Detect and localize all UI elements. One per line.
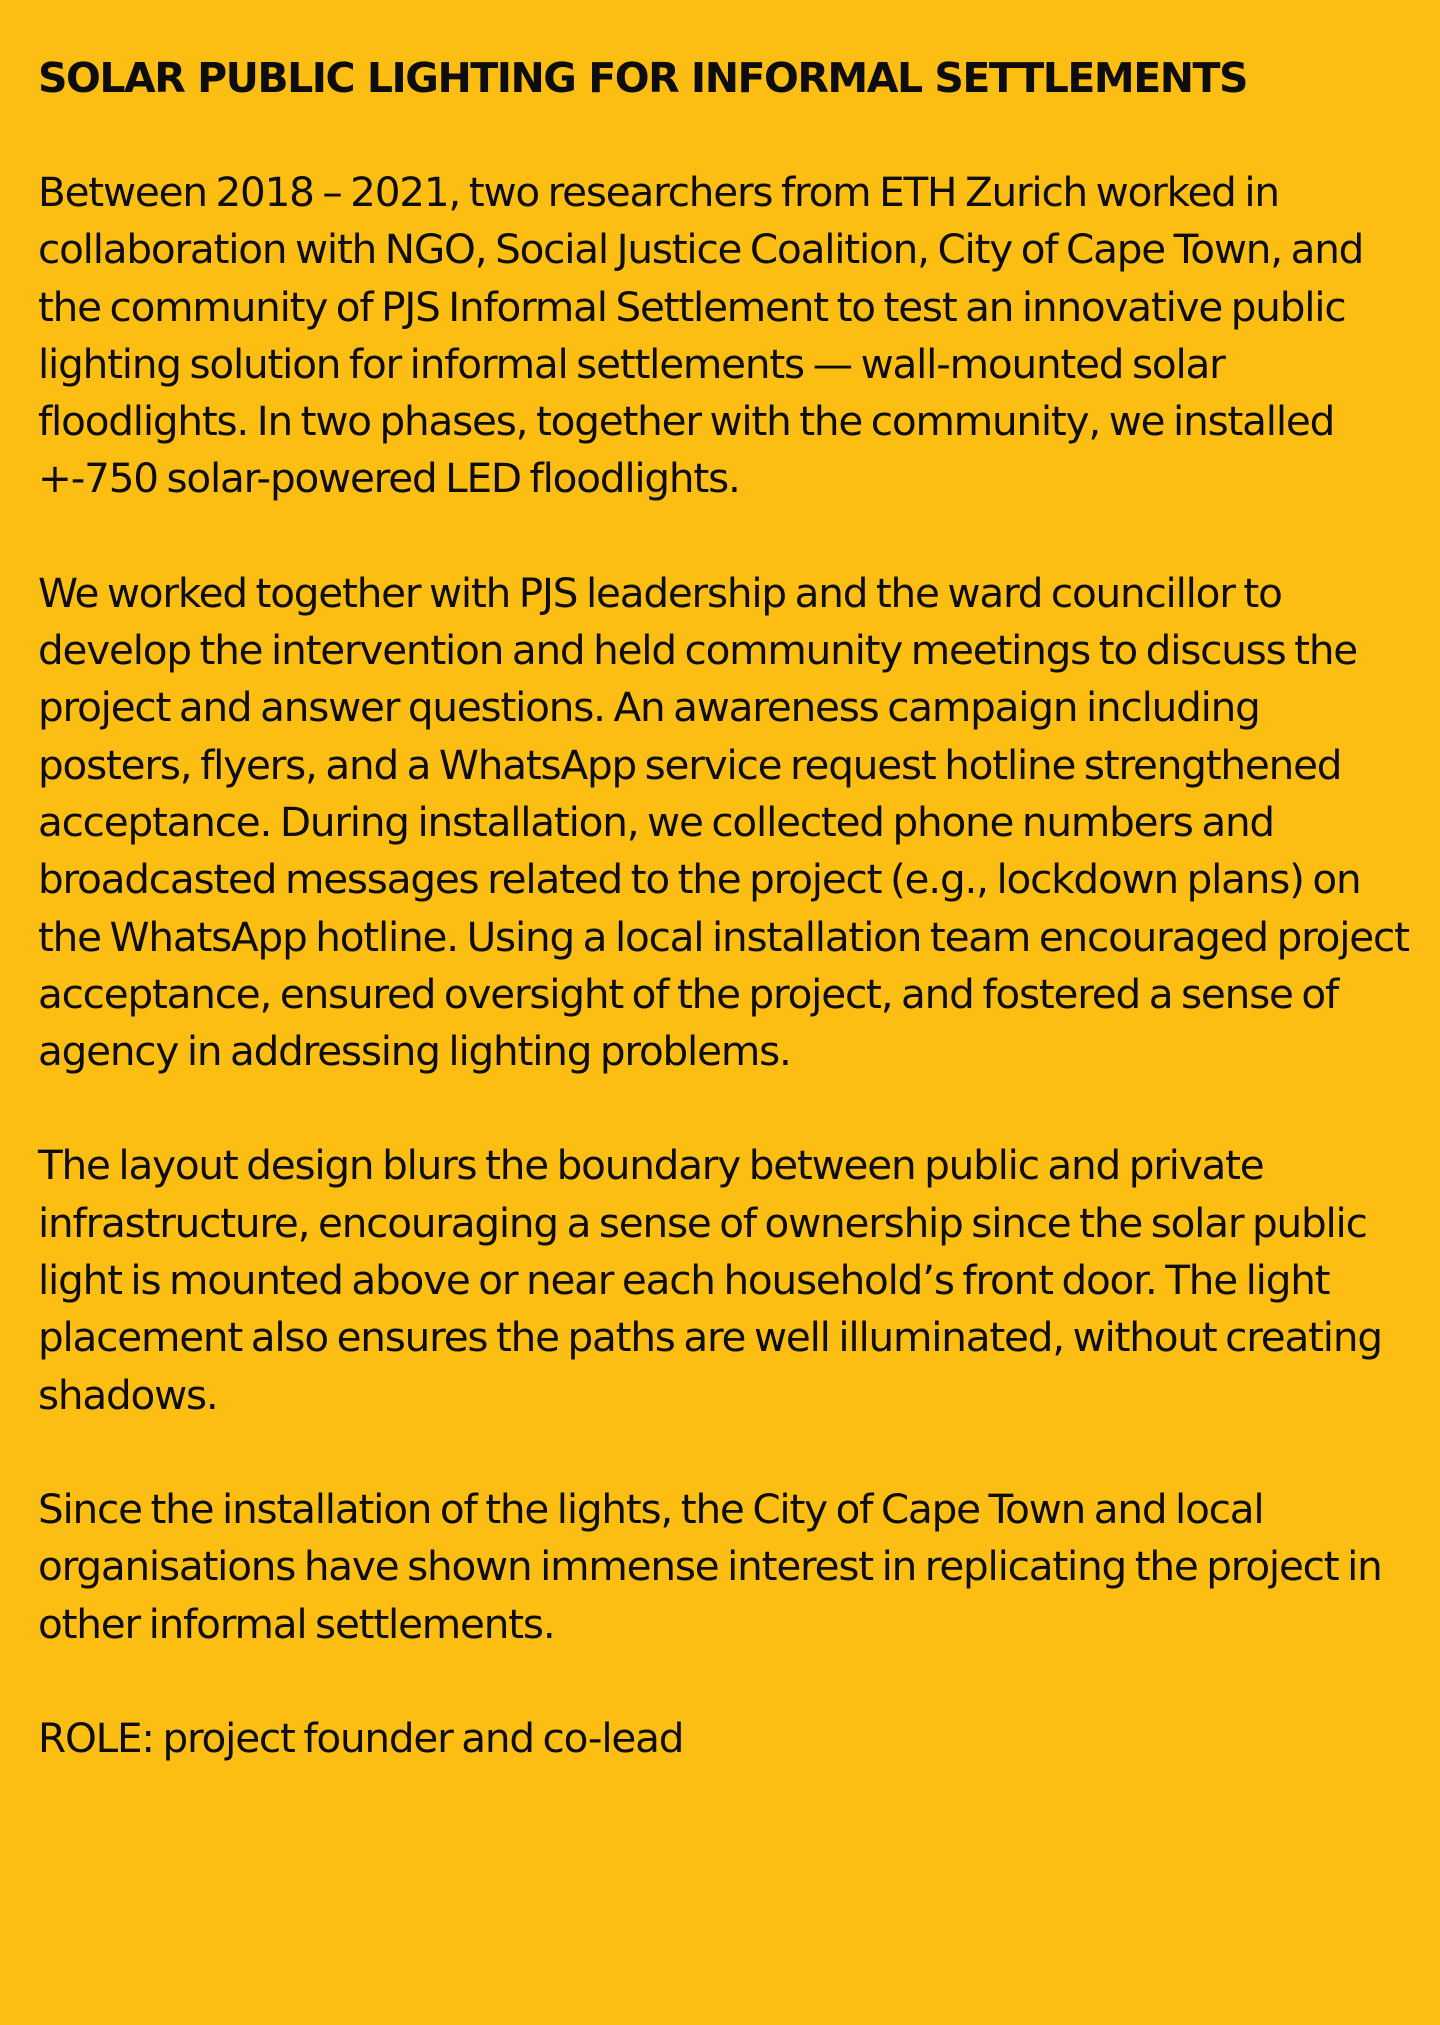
- paragraph-layout-design: The layout design blurs the boundary between public and private infrastructure, encouraging a sense of ownership since the solar public light is mounted above or near each household’s front door. The light placement also ensures the paths are well illuminated, without creating shadows.: [38, 1141, 1382, 1419]
- paragraph-community-engagement: We worked together with PJS leadership and the ward councillor to develop the intervention and held community meetings to discuss the project and answer questions. An awareness campaign including posters, flyers, and a WhatsApp service request hotline strengthened acceptance. During installation, we collected phone numbers and broadcasted messages related to the project (e.g., lockdown plans) on the WhatsApp hotline. Using a local installation team encouraged project acceptance, ensured oversight of the project, and fostered a sense of agency in addressing lighting problems.: [38, 568, 1409, 1076]
- role-line: ROLE: project founder and co-lead: [38, 1713, 684, 1762]
- paragraph-project-overview: Between 2018 – 2021, two researchers from ETH Zurich worked in collaboration with NGO, Social Justice Coalition, City of Cape Town, and the community of PJS Informal Settlement to test an innovative public lighting solution for informal settlements — wall-mounted solar floodlights. In two phases, together with the community, we installed +-750 solar-powered LED floodlights.: [38, 168, 1364, 503]
- paragraph-impact: Since the installation of the lights, the City of Cape Town and local organisations have shown immense interest in replicating the project in other informal settlements.: [38, 1484, 1382, 1648]
- page-title: SOLAR PUBLIC LIGHTING FOR INFORMAL SETTLEMENTS: [38, 54, 1248, 102]
